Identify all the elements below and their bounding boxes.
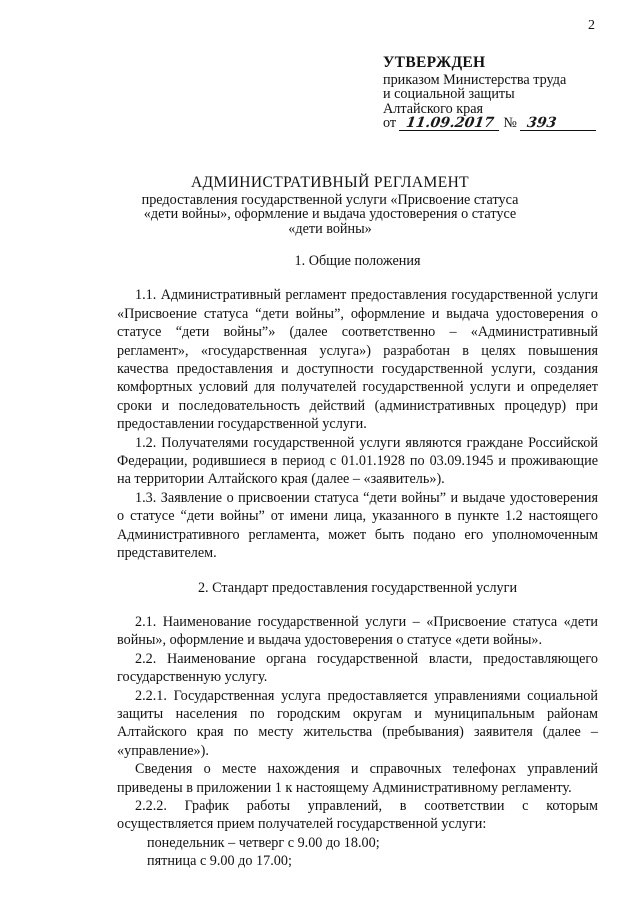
document-subtitle-line: «дети войны»: [288, 220, 372, 237]
handwritten-order-number: 393: [520, 116, 598, 131]
paragraph-2-2-1: 2.2.1. Государственная услуга предоставляется управлениями социальной защиты населения по городским округам и муниципальным районам Алтайского края по месту жительства (пребывания) заявителя (далее – «управление»).: [117, 687, 598, 759]
approval-line: приказом Министерства труда: [383, 71, 567, 88]
handwritten-date: 11.09.2017: [399, 116, 501, 131]
paragraph-2-2: 2.2. Наименование органа государственной власти, предоставляющего государственную услугу.: [117, 650, 598, 686]
document-subtitle-line: «дети войны», оформление и выдача удостоверения о статусе: [143, 206, 517, 222]
page-number: 2: [588, 18, 595, 33]
approval-line: и социальной защиты: [383, 86, 515, 102]
paragraph-2-2-1-contacts: Сведения о месте нахождения и справочных телефонах управлений приведены в приложении 1 к настоящему Административному регламенту.: [117, 761, 598, 796]
approval-order-line: [383, 116, 623, 131]
schedule-line: пятница с 9.00 до 17.00;: [147, 853, 292, 870]
approval-stamp-block: [383, 56, 623, 131]
section-heading: 1. Общие положения: [294, 253, 421, 269]
number-sign: №: [503, 115, 517, 131]
document-body: [117, 252, 598, 871]
document-title: [80, 176, 580, 236]
paragraph-1-1: 1.1. Административный регламент предоставления государственной услуги «Присвоение статуса “дети войны”, оформление и выдача удостоверения о статусе “дети войны”» (далее соответственно – «Административный регламент», «государственная услуга») разработан в целях повышения качества предоставления и доступности государственной услуги, создания комфортных условий для получателей государственной услуги и определяет сроки и последовательность действий (административных процедур) при предоставлении государственной услуги.: [117, 287, 598, 433]
paragraph-2-1: 2.1. Наименование государственной услуги – «Присвоение статуса «дети войны», оформление и выдача удостоверения о статусе «дети войны».: [117, 613, 598, 649]
approval-title: УТВЕРЖДЕН: [383, 54, 486, 71]
document-subtitle-line: предоставления государственной услуги «Присвоение статуса: [141, 191, 519, 208]
section-heading: 2. Стандарт предоставления государственной услуги: [197, 579, 518, 596]
paragraph-1-2: 1.2. Получателями государственной услуги являются граждане Российской Федерации, родившиеся в период с 01.01.1928 по 03.09.1945 и проживающие на территории Алтайского края (далее – «заявитель»).: [117, 434, 598, 488]
approval-line: Алтайского края: [383, 100, 484, 117]
paragraph-1-3: 1.3. Заявление о присвоении статуса “дети войны” и выдаче удостоверения о статусе “дети войны” от имени лица, указанного в пункте 1.2 настоящего Административного регламента, может быть подано его уполномоченным представителем.: [117, 489, 598, 562]
date-prefix: от: [383, 115, 397, 131]
schedule-line: понедельник – четверг с 9.00 до 18.00;: [147, 834, 380, 851]
paragraph-2-2-2: 2.2.2. График работы управлений, в соответствии с которым осуществляется прием получателей государственной услуги:: [117, 797, 598, 833]
document-title-main: АДМИНИСТРАТИВНЫЙ РЕГЛАМЕНТ: [190, 174, 470, 191]
